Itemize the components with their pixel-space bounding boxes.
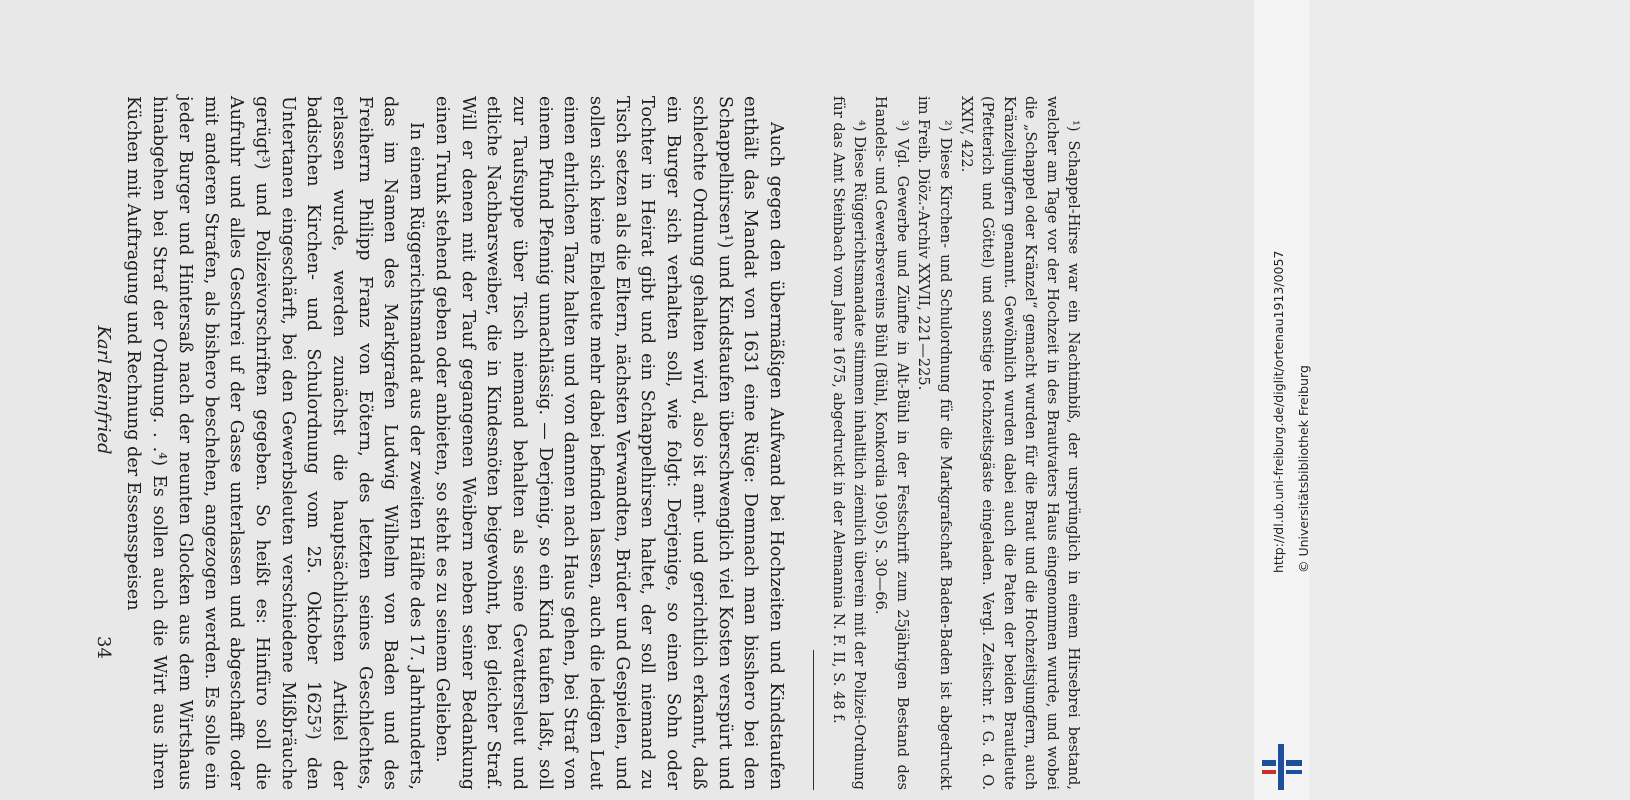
footnotes: [830, 0, 1630, 420]
paragraph: Auch gegen den übermäßigen Aufwand bei Hochzeiten und Kindstaufen enthält das Mandat von 1631 eine Rüge: Demnach man bisshero bei den Schappelhirsen¹) und Kindstaufen überschwenglich viel Kosten verspürt und schlechte Ordnung gehalten wird, also ist amt- und gerichtlich erkannt, daß ein Burger sich verhalten soll, wie folgt: Derjenige, so einen Sohn oder Tochter in Heirat gibt und ein Schappelhirsen haltet, der soll niemand zu Tisch setzen als die Eltern, nächsten Verwandten, Brüder und Gespielen, und sollen sich keine Eheleute mehr dabei befinden lassen, auch die ledigen Leut einen ehrlichen Tanz halten und von dannen nach Haus gehen, bei Straf von einem Pfund Pfennig unnachlässig. — Derjenig, so ein Kind taufen laßt, soll zur Taufsuppe über Tisch niemand behalten als seine Gevattersleut und etliche Nachbarsweiber, die in Kindesnöten beigewohnt, bei gleicher Straf. Will er denen mit der Tauf gegangenen Weibern neben seiner Bedankung einen Trunk stehend geben oder anbieten, so steht es zu seinem Gelieben.: [431, 96, 786, 790]
footnote-rule: [813, 650, 814, 790]
ub-freiburg-logo-icon: [1258, 742, 1306, 792]
footnote: ²) Diese Kirchen- und Schulordnung für die Markgrafschaft Baden-Baden ist abgedruckt im Freib. Diöz.-Archiv XXVII, 221—225.: [915, 96, 954, 790]
copyright-notice: © Universitätsbibliothek Freiburg: [1296, 365, 1311, 573]
footnote: ⁴) Diese Rüggerichtsmandate stimmen inhaltlich ziemlich überein mit der Polizei-Ordnung für das Amt Steinbach vom Jahre 1675, abgedruckt in der Alemannia N. F. II, S. 48 f.: [829, 96, 868, 790]
footnote: ³) Vgl. Gewerbe und Zünfte in Alt-Bühl in der Festschrift zum 25jährigen Bestand des Handels- und Gewerbsvereins Bühl (Bühl, Konkordia 1905) S. 30—66.: [872, 96, 911, 790]
body-text: [123, 96, 788, 790]
paragraph: In einem Rüggerichtsmandat aus der zweiten Hälfte des 17. Jahrhunderts, das im Namen des Markgrafen Ludwig Wilhelm von Baden und des Freiherrn Philipp Franz von Eötern, des letzten seines Geschlechtes, erlassen wurde, werden zunächst die hauptsächlichsten Artikel der badischen Kirchen- und Schulordnung vom 25. Oktober 1625²) den Untertanen eingeschärft, bei den Gewerbsleuten verschiedene Mißbräuche gerügt³) und Polizeivorschriften gegeben. So heißt es: Hinfüro soll die Aufruhr und alles Geschrei uf der Gasse unterlassen und abgeschafft oder mit anderen Strafen, als bishero beschehen, angezogen werden. Es solle ein jeder Burger und Hintersaß nach der neunten Glocken aus dem Wirtshaus hinabgehen bei Straf der Ordnung. . .⁴) Es sollen auch die Wirt aus ihren Küchen mit Auftragung und Rechnung der Essensspeisen: [123, 96, 427, 790]
running-head: Karl Reinfried: [93, 325, 114, 455]
footnote: ¹) Schappel-Hirse war ein Nachtimbiß, der ursprünglich in einem Hirsebrei bestand, welcher am Tage vor der Hochzeit in des Brautvaters Haus eingenommen wurde, und wobei die „Schappel oder Kränzel“ gemacht wurden für die Braut und die Hochzeitsjungfern, auch Kränzeljungfern genannt. Gewöhnlich wurden dabei auch die Paten der beiden Brautleute (Pfetterich und Göttel) und sonstige Hochzeitsgäste eingeladen. Vergl. Zeitschr. f. G. d. O. XXIV, 422.: [957, 96, 1082, 790]
page-number: 34: [93, 636, 114, 659]
source-url[interactable]: http://dl.ub.uni-freiburg.de/diglit/ortenau1913/0057: [1271, 250, 1286, 573]
